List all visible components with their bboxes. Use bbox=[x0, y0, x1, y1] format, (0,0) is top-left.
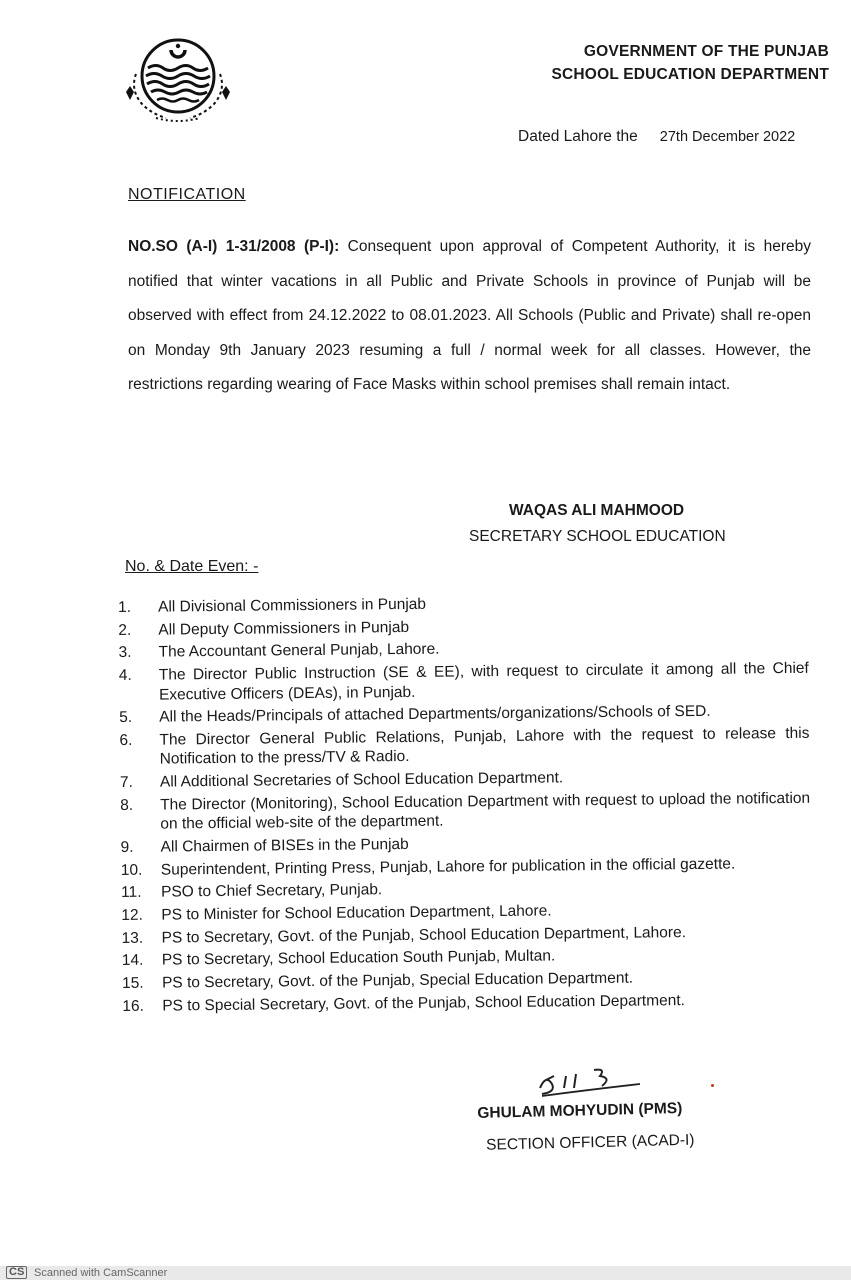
distribution-item bbox=[122, 990, 812, 1017]
distribution-item-number: 1. bbox=[118, 598, 132, 616]
distribution-item-text: The Director Public Instruction (SE & EE), with request to circulate it among all the Chief Executive Officers (DEAs), in Punjab. bbox=[158, 659, 809, 704]
distribution-item bbox=[120, 766, 810, 793]
ink-dot bbox=[711, 1084, 714, 1087]
date-line bbox=[518, 128, 795, 146]
distribution-item bbox=[119, 701, 809, 728]
distribution-item bbox=[122, 944, 812, 971]
section-officer-designation: SECTION OFFICER (ACAD-I) bbox=[485, 1131, 695, 1154]
distribution-item bbox=[119, 724, 809, 770]
section-officer-name: GHULAM MOHYUDIN (PMS) bbox=[477, 1099, 683, 1122]
distribution-item-text: PS to Minister for School Education Department, Lahore. bbox=[161, 902, 552, 924]
distribution-item bbox=[121, 876, 811, 903]
distribution-item-number: 8. bbox=[120, 796, 134, 814]
scanner-footer bbox=[0, 1266, 851, 1280]
distribution-item-text: Superintendent, Printing Press, Punjab, Lahore for publication in the official gazette. bbox=[160, 855, 736, 879]
distribution-item-text: The Director (Monitoring), School Education Department with request to upload the notification on the official web-site of the department. bbox=[160, 789, 811, 833]
distribution-item bbox=[122, 967, 812, 994]
notification-date: 27th December 2022 bbox=[659, 129, 796, 145]
distribution-item-number: 6. bbox=[119, 731, 133, 749]
notification-heading: NOTIFICATION bbox=[128, 186, 246, 203]
distribution-item bbox=[119, 659, 809, 705]
distribution-item-number: 2. bbox=[118, 621, 132, 639]
distribution-item-number: 4. bbox=[118, 666, 132, 685]
distribution-item-text: All Deputy Commissioners in Punjab bbox=[158, 618, 410, 639]
distribution-item bbox=[121, 853, 811, 880]
secretary-signature-block bbox=[469, 498, 726, 550]
distribution-item-text: All Chairmen of BISEs in the Punjab bbox=[160, 835, 409, 856]
distribution-item bbox=[118, 613, 808, 640]
distribution-item-text: All the Heads/Principals of attached Departments/organizations/Schools of SED. bbox=[159, 703, 711, 726]
distribution-item-text: PSO to Chief Secretary, Punjab. bbox=[160, 881, 383, 901]
distribution-item-text: PS to Secretary, Govt. of the Punjab, Special Education Department. bbox=[161, 969, 634, 992]
notification-text: Consequent upon approval of Competent Authority, it is hereby notified that winter vacations in all Public and Private Schools in province of Punjab will be observed with effect from 24.12.2022 to 08.01.2023. All Schools (Public and Private) shall re-open on Monday 9th January 2023 resuming a full / normal week for all classes. However, the restrictions regarding wearing of Face Masks within school premises shall remain intact. bbox=[128, 238, 811, 393]
distribution-item bbox=[121, 922, 811, 949]
distribution-item-text: All Additional Secretaries of School Education Department. bbox=[159, 769, 564, 791]
department-title: SCHOOL EDUCATION DEPARTMENT bbox=[551, 66, 829, 83]
distribution-item-text: PS to Secretary, School Education South Punjab, Multan. bbox=[161, 947, 556, 969]
distribution-item-text: PS to Special Secretary, Govt. of the Punjab, School Education Department. bbox=[162, 991, 686, 1015]
distribution-item-text: The Director General Public Relations, Punjab, Lahore with the request to release this Notification to the press/TV & Radio. bbox=[159, 724, 810, 769]
distribution-item bbox=[121, 831, 811, 858]
distribution-item-number: 7. bbox=[119, 773, 133, 792]
distribution-item-number: 16. bbox=[122, 997, 144, 1015]
distribution-item-number: 11. bbox=[120, 884, 142, 902]
distribution-item-number: 10. bbox=[120, 861, 143, 879]
reference-number: NO.SO (A-I) 1-31/2008 (P-I): bbox=[128, 238, 340, 255]
distribution-item-text: The Accountant General Punjab, Lahore. bbox=[158, 641, 440, 661]
government-title: GOVERNMENT OF THE PUNJAB bbox=[583, 43, 829, 60]
distribution-item-number: 9. bbox=[120, 838, 134, 856]
distribution-item-number: 14. bbox=[121, 952, 144, 970]
camscanner-logo: CS bbox=[6, 1266, 27, 1279]
punjab-emblem-icon bbox=[118, 30, 238, 126]
distribution-item-number: 12. bbox=[121, 906, 143, 925]
distribution-item-number: 15. bbox=[121, 974, 144, 993]
secretary-name: WAQAS ALI MAHMOOD bbox=[509, 502, 685, 519]
dated-label: Dated Lahore the bbox=[518, 128, 638, 145]
distribution-item-text: PS to Secretary, Govt. of the Punjab, School Education Department, Lahore. bbox=[161, 923, 687, 947]
scanner-watermark-text: Scanned with CamScanner bbox=[34, 1267, 168, 1279]
distribution-list bbox=[118, 591, 812, 1020]
distribution-item-text: All Divisional Commissioners in Punjab bbox=[158, 595, 427, 616]
section-officer-signature-block bbox=[475, 1093, 695, 1162]
notification-body bbox=[128, 230, 811, 403]
distribution-item bbox=[120, 789, 810, 835]
distribution-item bbox=[121, 899, 811, 926]
distribution-item-number: 3. bbox=[118, 644, 132, 662]
department-header bbox=[551, 40, 829, 86]
distribution-item-number: 13. bbox=[121, 929, 144, 947]
distribution-item-number: 5. bbox=[119, 709, 133, 727]
distribution-item bbox=[118, 591, 808, 618]
distribution-heading: No. & Date Even: - bbox=[125, 558, 259, 575]
secretary-designation: SECRETARY SCHOOL EDUCATION bbox=[469, 528, 726, 545]
distribution-item bbox=[118, 636, 808, 663]
